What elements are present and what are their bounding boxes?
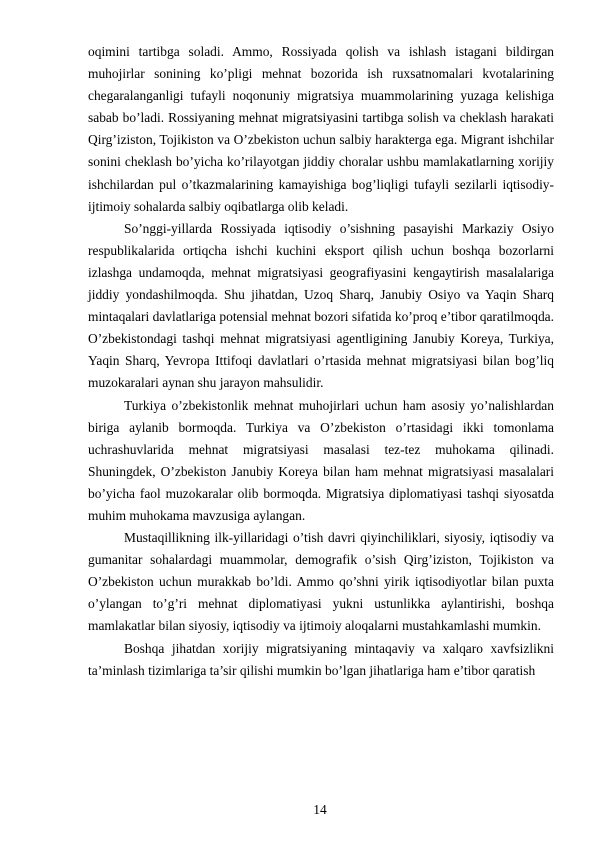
- paragraph-3: Turkiya o’zbekistonlik mehnat muhojirlari uchun ham asosiy yo’nalishlardan biriga aylanib bormoqda. Turkiya va O’zbekiston o’rtasidagi ikki tomonlama uchrashuvlarida mehnat migratsiyasi masalasi tez-tez muhokama qilinadi. Shuningdek, O’zbekiston Janubiy Koreya bilan ham mehnat migratsiyasi masalalari bo’yicha faol muzokaralar olib bormoqda. Migratsiya diplomatiyasi tashqi siyosatda muhim muhokama mavzusiga aylangan.: [88, 397, 554, 523]
- page-number: 14: [313, 802, 327, 817]
- paragraph-2: So’nggi-yillarda Rossiyada iqtisodiy o’sishning pasayishi Markaziy Osiyo respublikalarida ortiqcha ishchi kuchini eksport qilish uchun boshqa bozorlarni izlashga undamoqda, mehnat migratsiyasi geografiyasini kengaytirish masalalariga jiddiy yondashilmoqda. Shu jihatdan, Uzoq Sharq, Janubiy Osiyo va Yaqin Sharq mintaqalari davlatlariga potensial mehnat bozori sifatida ko’proq e’tibor qaratilmoqda. O’zbekistondagi tashqi mehnat migratsiyasi agentligining Janubiy Koreya, Turkiya, Yaqin Sharq, Yevropa Ittifoqi davlatlari o’rtasida mehnat migratsiyasi bilan bog’liq muzokaralari aynan shu jarayon mahsulidir.: [88, 220, 554, 391]
- body-text: [88, 41, 554, 682]
- paragraph-1: oqimini tartibga soladi. Ammo, Rossiyada qolish va ishlash istagani bildirgan muhojirlar sonining ko’pligi mehnat bozorida ish ruxsatnomalari kvotalarining chegaralanganligi tufayli noqonuniy migratsiya muammolarining yuzaga kelishiga sabab bo’ladi. Rossiyaning mehnat migratsiyasini tartibga solish va cheklash harakati Qirg’iziston, Tojikiston va O’zbekiston uchun salbiy harakterga ega. Migrant ishchilar sonini cheklash bo’yicha ko’rilayotgan jiddiy choralar ushbu mamlakatlarning xorijiy ishchilardan pul o’tkazmalarining kamayishiga bog’liqligi tufayli sezilarli iqtisodiy-ijtimoiy sohalarda salbiy oqibatlarga olib keladi.: [88, 44, 554, 214]
- paragraph-5: Boshqa jihatdan xorijiy migratsiyaning mintaqaviy va xalqaro xavfsizlikni ta’minlash tizimlariga ta’sir qilishi mumkin bo’lgan jihatlariga ham e’tibor qaratish: [88, 640, 554, 678]
- paragraph-4: Mustaqillikning ilk-yillaridagi o’tish davri qiyinchiliklari, siyosiy, iqtisodiy va gumanitar sohalardagi muammolar, demografik o’sish Qirg’iziston, Tojikiston va O’zbekiston uchun murakkab bo’ldi. Ammo qo’shni yirik iqtisodiyotlar bilan puxta o’ylangan to’g’ri mehnat diplomatiyasi yukni ustunlikka aylantirishi, boshqa mamlakatlar bilan siyosiy, iqtisodiy va ijtimoiy aloqalarni mustahkamlashi mumkin.: [88, 530, 554, 634]
